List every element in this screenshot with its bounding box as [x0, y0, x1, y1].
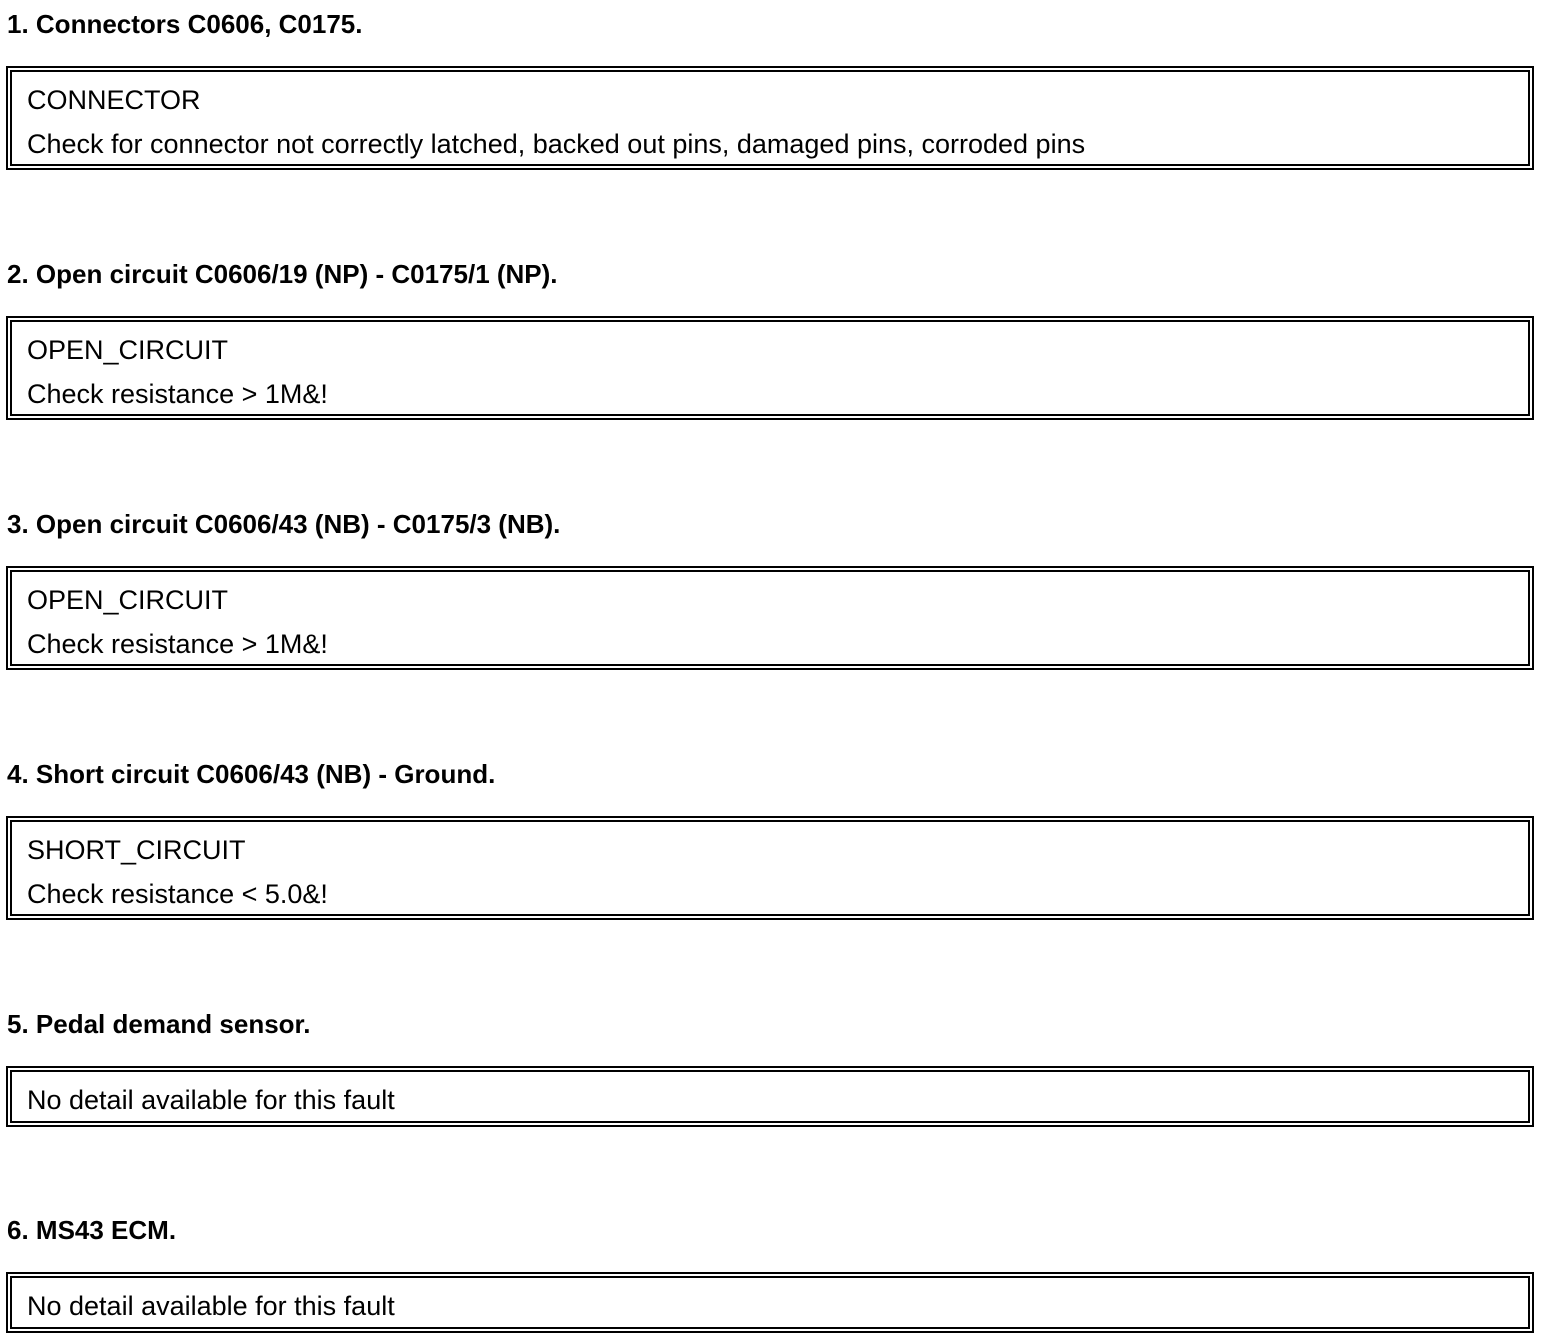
step-2-detail-box — [6, 316, 1534, 420]
step-3-heading: 3. Open circuit C0606/43 (NB) - C0175/3 (NB). — [7, 509, 561, 539]
step-4-detail-box — [6, 816, 1534, 920]
step-1-heading: 1. Connectors C0606, C0175. — [7, 9, 363, 39]
step-5-no-detail-text: No detail available for this fault — [27, 1085, 395, 1115]
step-5-detail-box — [6, 1066, 1534, 1127]
step-4-check-type: SHORT_CIRCUIT — [27, 835, 246, 865]
step-2-check-type: OPEN_CIRCUIT — [27, 335, 229, 365]
step-6-heading: 6. MS43 ECM. — [7, 1215, 177, 1245]
step-1-detail-box — [6, 66, 1534, 170]
step-4-heading: 4. Short circuit C0606/43 (NB) - Ground. — [7, 759, 496, 789]
step-1-check-type: CONNECTOR — [27, 85, 201, 115]
step-3-detail-box — [6, 566, 1534, 670]
step-2-check-instruction: Check resistance > 1M&! — [27, 379, 328, 409]
step-3-check-type: OPEN_CIRCUIT — [27, 585, 229, 615]
step-5-heading: 5. Pedal demand sensor. — [7, 1009, 311, 1039]
step-6-detail-box — [6, 1272, 1534, 1333]
step-6-no-detail-text: No detail available for this fault — [27, 1291, 395, 1321]
step-2-heading: 2. Open circuit C0606/19 (NP) - C0175/1 (NP). — [7, 259, 558, 289]
step-1-check-instruction: Check for connector not correctly latched, backed out pins, damaged pins, corroded pins — [27, 129, 1086, 159]
step-4-check-instruction: Check resistance < 5.0&! — [27, 879, 328, 909]
step-3-check-instruction: Check resistance > 1M&! — [27, 629, 328, 659]
